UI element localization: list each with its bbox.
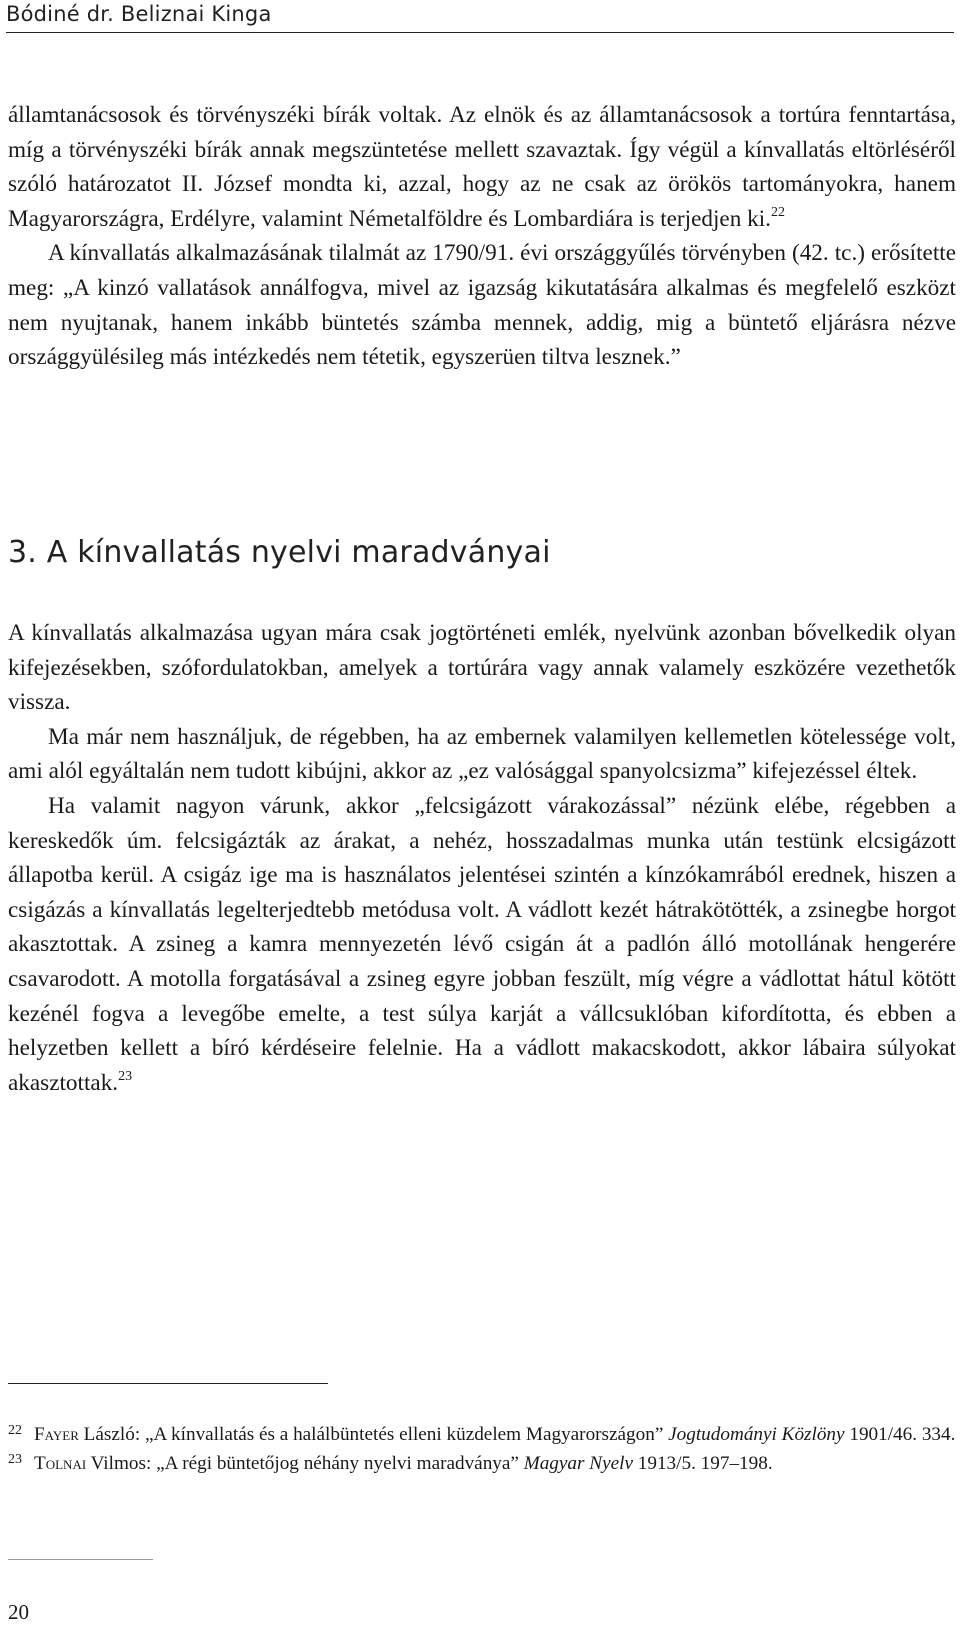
footnote-source: Magyar Nyelv — [523, 1453, 633, 1474]
section-heading: 3. A kínvallatás nyelvi maradványai — [8, 535, 551, 570]
footnote-author: Fayer — [34, 1424, 79, 1445]
footnote-tail: 1913/5. 197–198. — [632, 1453, 773, 1474]
paragraph — [8, 789, 956, 1100]
paragraph-text: államtanácsosok és törvényszéki bírák voltak. Az elnök és az államtanácsosok a tortúra fenntartása, míg a törvényszéki bírák annak megszüntetése mellett szavaztak. Így végül a kínvallatás eltörléséről szóló határozatot II. József mondta ki, azzal, hogy az ne csak az örökös tartományokra, hanem Magyarországra, Erdélyre, valamint Németalföldre és Lombardiára is terjedjen ki. — [8, 102, 956, 232]
paragraph: Ma már nem használjuk, de régebben, ha az embernek valamilyen kellemetlen kötelessége volt, ami alól egyáltalán nem tudott kibújni, akkor az „ez valósággal spanyolcsizma” kifejezéssel éltek. — [8, 723, 956, 785]
footnote-ref: 23 — [118, 1068, 133, 1084]
paragraph: A kínvallatás alkalmazása ugyan mára csak jogtörténeti emlék, nyelvünk azonban bővelkedik olyan kifejezésekben, szófordulatokban, amelyek a tortúrára vagy annak valamely eszközére vezethetők vissza. — [8, 620, 956, 716]
footnote — [8, 1449, 956, 1478]
paragraph-text: Ha valamit nagyon várunk, akkor „felcsigázott várakozással” nézünk elébe, régebben a kereskedők úm. felcsigázták az árakat, a nehéz, hosszadalmas munka után testünk elcsigázott állapotba kerül. A csigáz ige ma is használatos jelentései szintén a kínzókamrából erednek, hiszen a csigázás a kínvallatás legelterjedtebb metódusa volt. A vádlott kezét hátrakötötték, a zsinegbe horgot akasztottak. A zsineg a kamra mennyezetén lévő csigán át a padlón álló motollának hengerére csavarodott. A motolla forgatásával a zsineg egyre jobban feszült, míg végre a vádlottat hátul kötött kezénél fogva a levegőbe emelte, a test súlya karját a vállcsuklóban kifordította, és ebben a helyzetben kellett a bíró kérdéseire felelnie. Ha a vádlott makacskodott, akkor lábaira súlyokat akasztottak. — [8, 792, 956, 1096]
footnote-text: László: „A kínvallatás és a halálbüntetés elleni küzdelem Magyarországon” — [78, 1424, 669, 1445]
page-number: 20 — [8, 1600, 29, 1624]
body-text-top — [8, 98, 956, 375]
footnote-source: Jogtudományi Közlöny — [668, 1424, 845, 1445]
bottom-rule — [8, 1559, 153, 1560]
running-head: Bódiné dr. Beliznai Kinga — [6, 2, 272, 26]
paragraph — [8, 98, 956, 236]
paragraph: A kínvallatás alkalmazásának tilalmát az 1790/91. évi országgyűlés törvényben (42. tc.) erősítette meg: „A kinzó vallatások annálfogva, mivel az igazság kikutatására alkalmas és megfelelő eszközt nem nyujtanak, hanem inkább büntetés számba mennek, addig, mig a büntető eljárásra nézve országgyülésileg más intézkedés nem tétetik, egyszerüen tiltva lesznek.” — [8, 240, 956, 371]
footnotes — [8, 1420, 956, 1478]
footnote-author: Tolnai — [34, 1453, 87, 1474]
footnote-text: Vilmos: „A régi büntetőjog néhány nyelvi maradványa” — [86, 1453, 524, 1474]
footnote-number: 23 — [8, 1452, 22, 1467]
footnote-number: 22 — [8, 1423, 22, 1438]
body-text-section — [8, 616, 956, 1100]
footnote-rule — [8, 1383, 328, 1384]
footnote — [8, 1420, 956, 1449]
header-rule — [6, 32, 954, 33]
footnote-ref: 22 — [770, 204, 785, 220]
footnote-tail: 1901/46. 334. — [844, 1424, 956, 1445]
